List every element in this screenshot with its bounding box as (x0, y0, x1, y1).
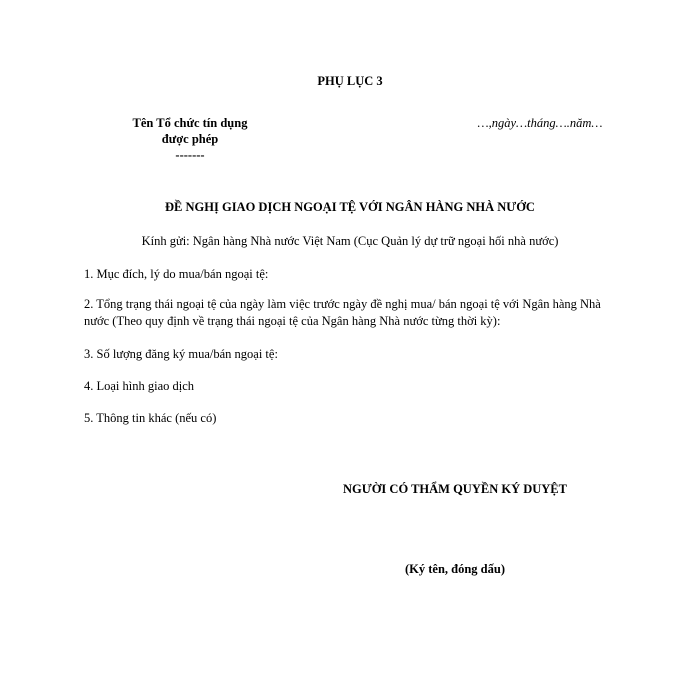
org-name-line1: Tên Tổ chức tín dụng (132, 116, 248, 130)
list-item: 3. Số lượng đăng ký mua/bán ngoại tệ: (84, 347, 278, 361)
org-name-line2: được phép (161, 132, 219, 146)
list-item: 1. Mục đích, lý do mua/bán ngoại tệ: (84, 267, 269, 281)
organization-block (100, 115, 280, 163)
approver-title: NGƯỜI CÓ THẨM QUYỀN KÝ DUYỆT (343, 482, 567, 496)
signature-note: (Ký tên, đóng dấu) (404, 562, 506, 576)
org-separator: ------- (175, 148, 205, 162)
date-line: …,ngày…tháng….năm… (477, 116, 603, 130)
list-item: 2. Tổng trạng thái ngoại tệ của ngày làm việc trước ngày đề nghị mua/ bán ngoại tệ với Ngân hàng Nhà nước (Theo quy định về trạng thái ngoại tệ của Ngân hàng Nhà nước từng thời kỳ): (84, 297, 601, 328)
salutation: Kính gửi: Ngân hàng Nhà nước Việt Nam (Cục Quản lý dự trữ ngoại hối nhà nước) (141, 234, 559, 248)
list-item: 4. Loại hình giao dịch (84, 379, 195, 393)
appendix-title: PHỤ LỤC 3 (317, 74, 383, 88)
list-item: 5. Thông tin khác (nếu có) (84, 411, 217, 425)
document-title: ĐỀ NGHỊ GIAO DỊCH NGOẠI TỆ VỚI NGÂN HÀNG NHÀ NƯỚC (165, 200, 535, 214)
